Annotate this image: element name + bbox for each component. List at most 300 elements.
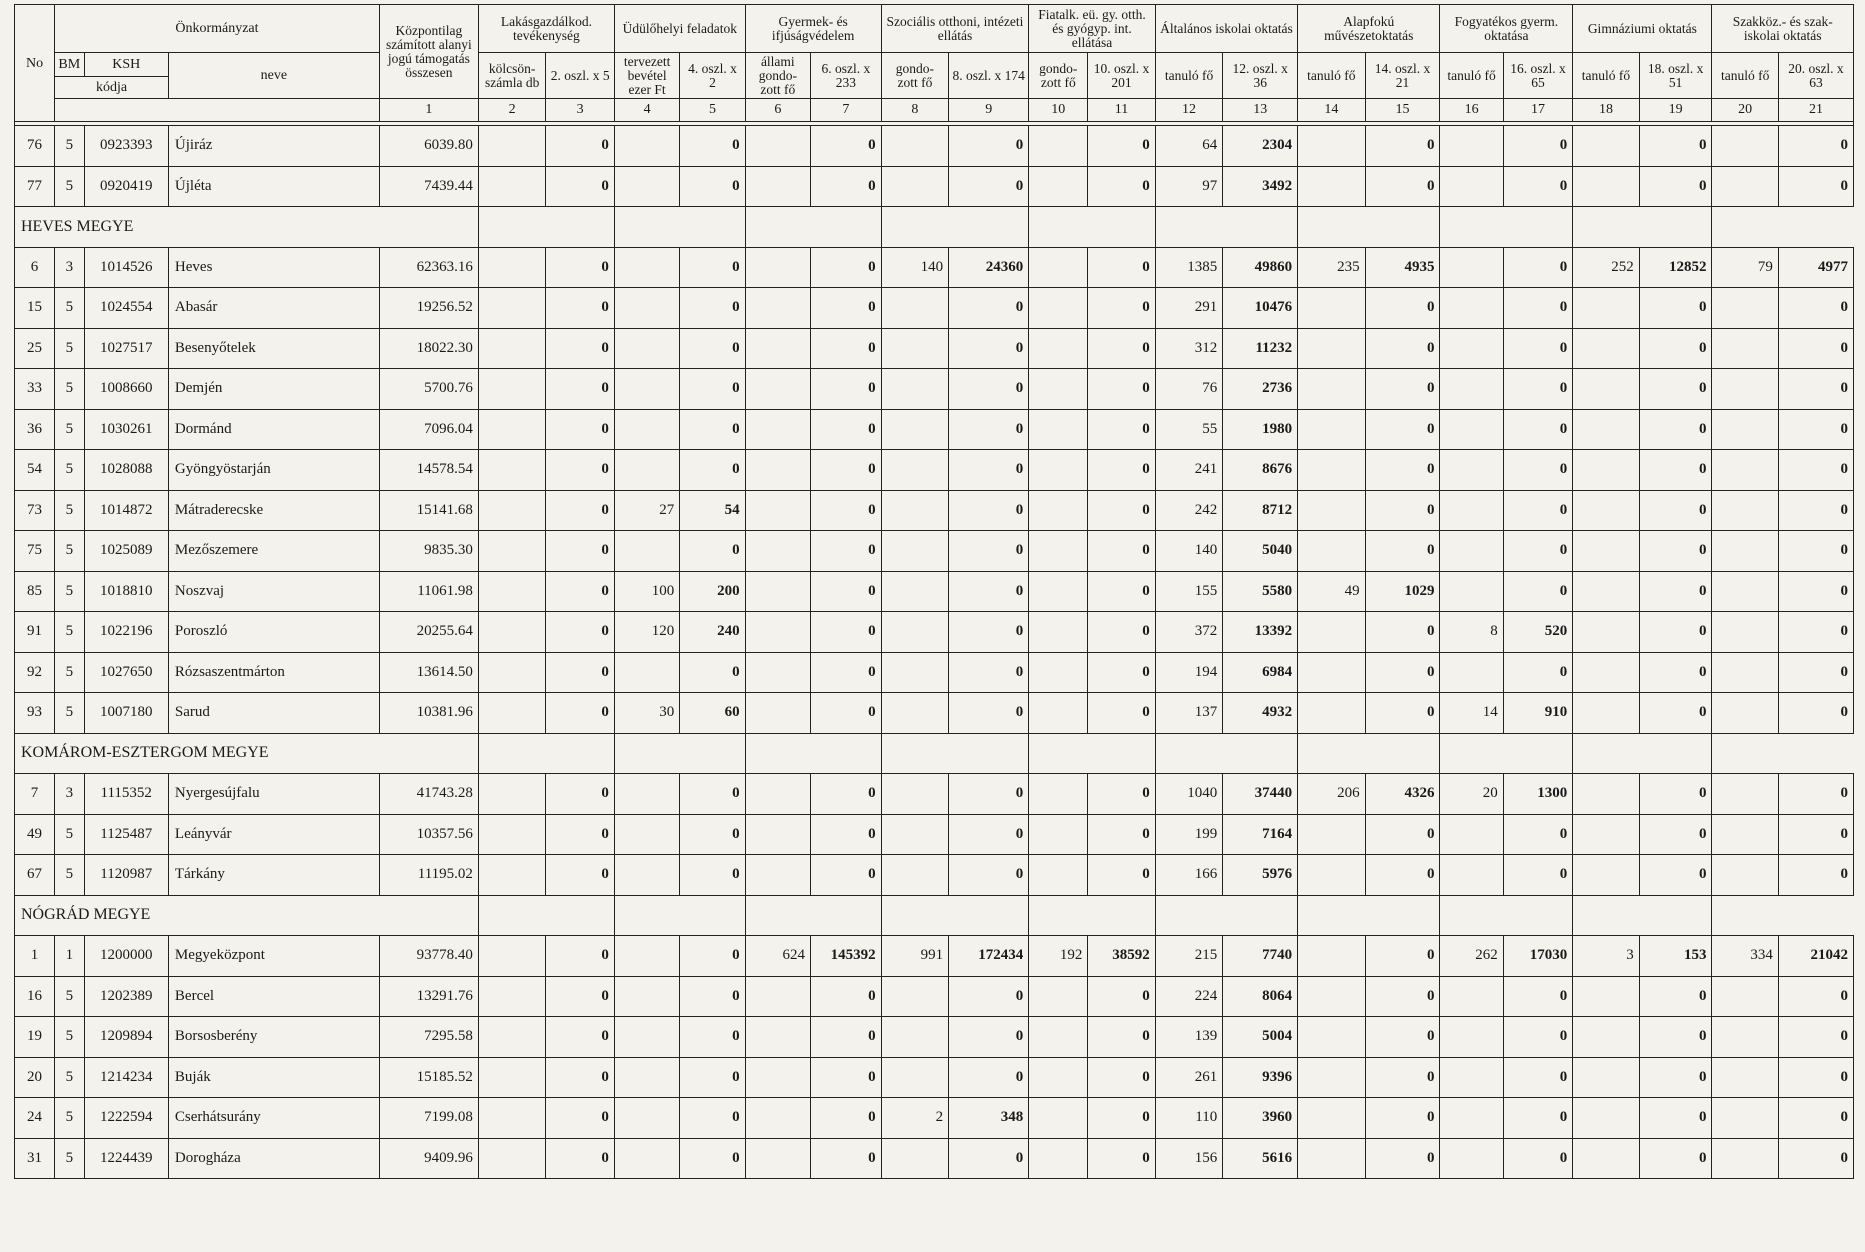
row-ksh-code: 0920419 [84, 166, 168, 207]
row-cell [1298, 369, 1365, 410]
row-cell: 7295.58 [379, 1017, 478, 1058]
county-heading-row [15, 895, 1854, 936]
row-cell [881, 490, 948, 531]
row-cell [745, 1057, 810, 1098]
row-cell: 0 [1778, 409, 1853, 450]
header-sub: tanuló fő [1573, 53, 1639, 99]
row-no: 93 [15, 693, 55, 734]
row-cell: 5004 [1223, 1017, 1298, 1058]
row-cell: 0 [949, 490, 1029, 531]
row-cell: 0 [1639, 288, 1712, 329]
row-bm-code: 5 [55, 1098, 85, 1139]
row-cell [614, 814, 679, 855]
row-cell [1712, 855, 1778, 896]
row-cell: 55 [1155, 409, 1222, 450]
row-cell: 5616 [1223, 1138, 1298, 1179]
row-cell: 3 [1573, 936, 1639, 977]
row-cell [614, 450, 679, 491]
row-cell: 0 [949, 409, 1029, 450]
row-cell: 0 [546, 450, 615, 491]
row-cell: 0 [1088, 247, 1155, 288]
row-cell: 0 [1088, 1057, 1155, 1098]
row-cell [745, 814, 810, 855]
row-cell: 0 [1365, 855, 1440, 896]
row-cell [1029, 531, 1088, 572]
header-sub: 8. oszl. x 174 [949, 53, 1029, 99]
row-cell [1029, 369, 1088, 410]
row-cell: 0 [546, 409, 615, 450]
row-no: 16 [15, 976, 55, 1017]
row-cell: 334 [1712, 936, 1778, 977]
row-cell: 0 [1778, 531, 1853, 572]
row-cell: 0 [546, 1017, 615, 1058]
row-cell [1440, 531, 1503, 572]
row-cell: 0 [811, 126, 882, 167]
row-cell: 8064 [1223, 976, 1298, 1017]
row-cell [1573, 1017, 1639, 1058]
row-cell: 0 [680, 328, 745, 369]
row-cell [1573, 531, 1639, 572]
row-cell [745, 126, 810, 167]
header-sub: 4. oszl. x 2 [680, 53, 745, 99]
row-cell [614, 369, 679, 410]
row-ksh-code: 1024554 [84, 288, 168, 329]
row-cell [1029, 166, 1088, 207]
row-name: Borsosberény [168, 1017, 379, 1058]
row-cell: 140 [1155, 531, 1222, 572]
row-cell [1440, 369, 1503, 410]
row-bm-code: 5 [55, 693, 85, 734]
row-cell: 38592 [1088, 936, 1155, 977]
row-cell: 0 [811, 814, 882, 855]
row-cell: 348 [949, 1098, 1029, 1139]
row-cell [1712, 409, 1778, 450]
row-cell [614, 774, 679, 815]
row-cell: 15141.68 [379, 490, 478, 531]
row-cell [1029, 612, 1088, 653]
row-cell: 153 [1639, 936, 1712, 977]
row-cell: 41743.28 [379, 774, 478, 815]
row-cell: 0 [546, 814, 615, 855]
row-cell [1298, 612, 1365, 653]
table-row [15, 976, 1854, 1017]
row-cell [745, 490, 810, 531]
row-ksh-code: 1030261 [84, 409, 168, 450]
row-cell: 0 [1365, 814, 1440, 855]
row-cell [1573, 814, 1639, 855]
row-bm-code: 5 [55, 652, 85, 693]
row-cell [1573, 652, 1639, 693]
row-cell [1573, 369, 1639, 410]
row-cell: 3960 [1223, 1098, 1298, 1139]
row-cell: 0 [1639, 409, 1712, 450]
row-cell: 2304 [1223, 126, 1298, 167]
row-cell [478, 774, 545, 815]
table-row [15, 328, 1854, 369]
row-cell [1573, 328, 1639, 369]
table-row [15, 936, 1854, 977]
row-cell: 0 [1365, 328, 1440, 369]
row-cell: 312 [1155, 328, 1222, 369]
row-cell: 0 [546, 855, 615, 896]
header-group: Szociális otthoni, intézeti ellátás [881, 5, 1029, 53]
row-cell [881, 450, 948, 491]
row-cell: 30 [614, 693, 679, 734]
county-heading: HEVES MEGYE [15, 207, 479, 248]
row-cell: 17030 [1503, 936, 1573, 977]
row-cell: 0 [1503, 490, 1573, 531]
row-cell: 240 [680, 612, 745, 653]
row-cell: 0 [546, 247, 615, 288]
row-cell: 97 [1155, 166, 1222, 207]
header-sub: állami gondo- zott fő [745, 53, 810, 99]
row-cell: 0 [1503, 369, 1573, 410]
row-ksh-code: 1014872 [84, 490, 168, 531]
row-cell: 0 [811, 652, 882, 693]
row-cell [1440, 1138, 1503, 1179]
row-cell [1573, 1057, 1639, 1098]
row-cell [881, 328, 948, 369]
row-cell [1712, 1057, 1778, 1098]
row-cell: 7439.44 [379, 166, 478, 207]
row-cell: 0 [546, 652, 615, 693]
row-name: Bercel [168, 976, 379, 1017]
row-cell [745, 612, 810, 653]
row-ksh-code: 1224439 [84, 1138, 168, 1179]
row-cell [1298, 814, 1365, 855]
row-cell: 0 [1088, 288, 1155, 329]
row-cell [478, 814, 545, 855]
header-kozponti: Központilag számított alanyi jogú támogatás összesen [379, 5, 478, 99]
column-number: 14 [1298, 99, 1365, 122]
row-cell: 0 [1088, 490, 1155, 531]
row-cell: 10476 [1223, 288, 1298, 329]
header-group: Üdülőhelyi feladatok [614, 5, 745, 53]
row-cell [1573, 1138, 1639, 1179]
row-cell [1298, 1017, 1365, 1058]
row-cell: 10357.56 [379, 814, 478, 855]
row-cell: 0 [680, 976, 745, 1017]
row-cell [478, 490, 545, 531]
row-cell [1712, 612, 1778, 653]
row-cell: 0 [546, 612, 615, 653]
header-sub: 10. oszl. x 201 [1088, 53, 1155, 99]
row-cell: 0 [1365, 126, 1440, 167]
row-cell: 9409.96 [379, 1138, 478, 1179]
row-cell [1298, 328, 1365, 369]
row-cell: 4935 [1365, 247, 1440, 288]
row-cell [478, 409, 545, 450]
row-cell: 0 [1365, 652, 1440, 693]
row-cell: 0 [1365, 1057, 1440, 1098]
row-cell: 0 [1639, 328, 1712, 369]
row-cell [614, 652, 679, 693]
row-no: 6 [15, 247, 55, 288]
row-cell [1573, 774, 1639, 815]
row-cell [1712, 976, 1778, 1017]
header-sub: tanuló fő [1712, 53, 1778, 99]
row-cell: 2736 [1223, 369, 1298, 410]
row-cell [1440, 409, 1503, 450]
row-name: Gyöngyöstarján [168, 450, 379, 491]
row-cell: 0 [811, 490, 882, 531]
row-cell [881, 1138, 948, 1179]
row-cell: 0 [1639, 571, 1712, 612]
row-name: Sarud [168, 693, 379, 734]
row-ksh-code: 1115352 [84, 774, 168, 815]
row-cell [1712, 693, 1778, 734]
row-cell: 0 [1088, 369, 1155, 410]
row-cell [478, 976, 545, 1017]
row-cell [745, 450, 810, 491]
row-cell [1029, 126, 1088, 167]
row-cell: 166 [1155, 855, 1222, 896]
row-no: 77 [15, 166, 55, 207]
header-sub: tervezett bevétel ezer Ft [614, 53, 679, 99]
row-cell [1029, 1057, 1088, 1098]
row-cell: 991 [881, 936, 948, 977]
row-cell: 0 [1778, 450, 1853, 491]
row-cell [478, 247, 545, 288]
row-cell: 0 [811, 166, 882, 207]
row-cell: 0 [1639, 369, 1712, 410]
table-row [15, 166, 1854, 207]
row-bm-code: 5 [55, 1017, 85, 1058]
column-number: 2 [478, 99, 545, 122]
row-cell [1440, 450, 1503, 491]
header-group: Általános iskolai oktatás [1155, 5, 1297, 53]
row-cell [1573, 288, 1639, 329]
row-cell: 0 [680, 247, 745, 288]
row-bm-code: 5 [55, 328, 85, 369]
column-number: 5 [680, 99, 745, 122]
row-cell: 0 [949, 693, 1029, 734]
column-number: 12 [1155, 99, 1222, 122]
row-cell [745, 1017, 810, 1058]
row-cell: 0 [546, 1057, 615, 1098]
header-sub: tanuló fő [1298, 53, 1365, 99]
row-cell [881, 774, 948, 815]
row-cell: 18022.30 [379, 328, 478, 369]
row-cell: 0 [1088, 693, 1155, 734]
header-group: Lakásgazdálkod. tevékenység [478, 5, 614, 53]
row-no: 91 [15, 612, 55, 653]
row-cell [745, 166, 810, 207]
row-cell [881, 126, 948, 167]
row-cell: 0 [949, 450, 1029, 491]
row-cell: 54 [680, 490, 745, 531]
row-no: 85 [15, 571, 55, 612]
row-cell: 0 [1639, 855, 1712, 896]
row-cell [1712, 774, 1778, 815]
row-cell: 9396 [1223, 1057, 1298, 1098]
row-cell: 0 [1639, 612, 1712, 653]
row-cell: 0 [1365, 166, 1440, 207]
row-cell: 0 [1088, 814, 1155, 855]
row-cell [1029, 693, 1088, 734]
row-cell [1298, 126, 1365, 167]
row-cell [478, 1098, 545, 1139]
row-cell: 0 [1778, 814, 1853, 855]
row-bm-code: 5 [55, 490, 85, 531]
row-cell [1712, 1138, 1778, 1179]
row-name: Demjén [168, 369, 379, 410]
row-cell: 0 [949, 571, 1029, 612]
header-onkormanyzat: Önkormányzat [55, 5, 380, 53]
row-name: Noszvaj [168, 571, 379, 612]
row-cell [1029, 1017, 1088, 1058]
row-cell: 0 [1088, 328, 1155, 369]
row-cell: 0 [811, 288, 882, 329]
row-name: Dormánd [168, 409, 379, 450]
header-sub: kölcsön- számla db [478, 53, 545, 99]
row-cell: 5976 [1223, 855, 1298, 896]
row-cell: 0 [680, 1098, 745, 1139]
row-cell: 5700.76 [379, 369, 478, 410]
row-cell [1440, 247, 1503, 288]
row-cell [745, 976, 810, 1017]
column-number: 18 [1573, 99, 1639, 122]
row-cell [1712, 652, 1778, 693]
row-cell [1573, 166, 1639, 207]
row-cell: 0 [680, 1017, 745, 1058]
row-cell: 20255.64 [379, 612, 478, 653]
table-row [15, 126, 1854, 167]
row-cell [881, 1057, 948, 1098]
row-cell: 0 [680, 855, 745, 896]
row-cell: 0 [1503, 1057, 1573, 1098]
row-cell: 137 [1155, 693, 1222, 734]
row-cell: 0 [1365, 612, 1440, 653]
row-cell: 0 [680, 450, 745, 491]
row-cell [614, 1098, 679, 1139]
row-cell [1029, 571, 1088, 612]
table-row [15, 774, 1854, 815]
row-cell: 0 [811, 450, 882, 491]
row-cell: 0 [1365, 531, 1440, 572]
row-cell [1029, 409, 1088, 450]
row-cell: 0 [1088, 652, 1155, 693]
row-ksh-code: 1125487 [84, 814, 168, 855]
row-cell [1029, 288, 1088, 329]
row-cell [478, 450, 545, 491]
row-cell [614, 936, 679, 977]
row-cell [881, 855, 948, 896]
row-name: Mátraderecske [168, 490, 379, 531]
header-no: No [15, 5, 55, 122]
row-name: Dorogháza [168, 1138, 379, 1179]
column-number: 13 [1223, 99, 1298, 122]
row-cell: 0 [811, 409, 882, 450]
row-cell: 0 [811, 531, 882, 572]
row-cell [745, 409, 810, 450]
row-cell: 194 [1155, 652, 1222, 693]
row-cell [478, 1057, 545, 1098]
row-no: 73 [15, 490, 55, 531]
row-name: Újléta [168, 166, 379, 207]
row-cell [745, 1098, 810, 1139]
row-cell [1440, 571, 1503, 612]
row-no: 76 [15, 126, 55, 167]
row-cell [1029, 490, 1088, 531]
row-cell: 0 [811, 1017, 882, 1058]
row-cell [1440, 814, 1503, 855]
row-bm-code: 5 [55, 126, 85, 167]
row-cell: 0 [1778, 288, 1853, 329]
row-cell [1440, 166, 1503, 207]
row-cell: 11232 [1223, 328, 1298, 369]
row-cell: 8712 [1223, 490, 1298, 531]
header-group: Alapfokú művészetoktatás [1298, 5, 1440, 53]
row-cell: 21042 [1778, 936, 1853, 977]
row-cell [1712, 531, 1778, 572]
header-group: Gimnáziumi oktatás [1573, 5, 1712, 53]
row-cell [478, 288, 545, 329]
row-cell: 0 [811, 774, 882, 815]
table-row [15, 490, 1854, 531]
row-no: 24 [15, 1098, 55, 1139]
header-group: Gyermek- és ifjúságvédelem [745, 5, 881, 53]
row-cell: 192 [1029, 936, 1088, 977]
row-name: Megyeközpont [168, 936, 379, 977]
row-name: Poroszló [168, 612, 379, 653]
row-cell: 0 [811, 1098, 882, 1139]
row-cell [745, 328, 810, 369]
row-cell: 0 [1503, 571, 1573, 612]
row-cell [478, 531, 545, 572]
row-cell [614, 1017, 679, 1058]
row-cell [1029, 328, 1088, 369]
header-group: Fogyatékos gyerm. oktatása [1440, 5, 1573, 53]
row-cell [881, 531, 948, 572]
row-cell: 0 [680, 126, 745, 167]
row-cell [1440, 652, 1503, 693]
header-sub: 2. oszl. x 5 [546, 53, 615, 99]
row-cell: 0 [1778, 1138, 1853, 1179]
header-group: Fiatalk. eü. gy. otth. és gyógyp. int. ellátása [1029, 5, 1156, 53]
row-cell: 520 [1503, 612, 1573, 653]
row-cell: 0 [1503, 652, 1573, 693]
row-cell [614, 1057, 679, 1098]
row-cell: 0 [1365, 288, 1440, 329]
row-ksh-code: 1008660 [84, 369, 168, 410]
row-cell: 0 [1778, 976, 1853, 1017]
row-ksh-code: 1022196 [84, 612, 168, 653]
row-cell: 0 [1778, 166, 1853, 207]
row-cell [614, 976, 679, 1017]
row-cell: 0 [1088, 976, 1155, 1017]
row-cell: 224 [1155, 976, 1222, 1017]
row-name: Heves [168, 247, 379, 288]
row-cell: 0 [1639, 652, 1712, 693]
row-cell: 0 [1088, 1017, 1155, 1058]
row-cell [478, 936, 545, 977]
row-cell [478, 1138, 545, 1179]
row-cell: 0 [680, 936, 745, 977]
row-name: Nyergesújfalu [168, 774, 379, 815]
row-cell: 0 [811, 976, 882, 1017]
row-bm-code: 5 [55, 166, 85, 207]
row-no: 15 [15, 288, 55, 329]
row-cell: 145392 [811, 936, 882, 977]
row-cell [1573, 450, 1639, 491]
row-cell: 110 [1155, 1098, 1222, 1139]
row-cell [745, 652, 810, 693]
row-cell [614, 409, 679, 450]
row-cell [1573, 693, 1639, 734]
row-cell [1029, 976, 1088, 1017]
row-name: Buják [168, 1057, 379, 1098]
